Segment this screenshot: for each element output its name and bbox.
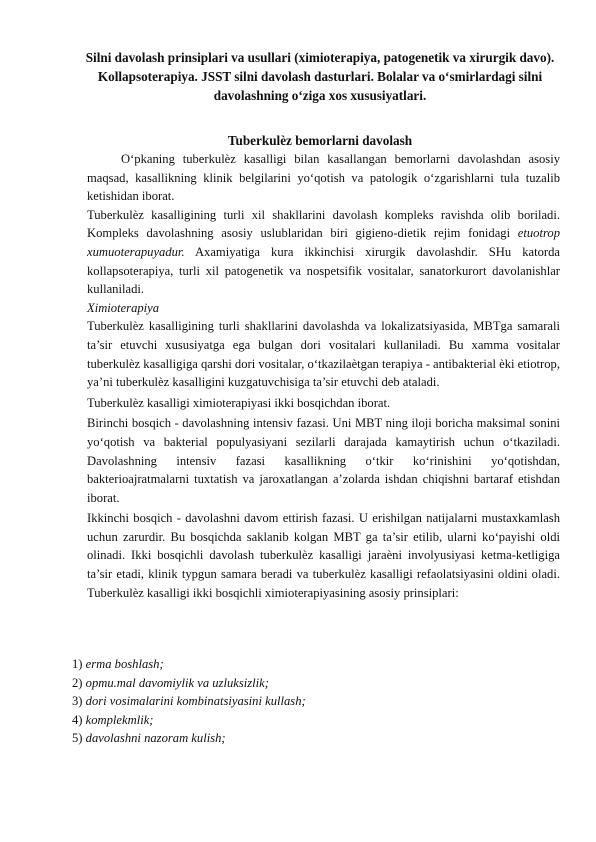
section-heading: Tuberkulèz bemorlarni davolash <box>227 133 413 148</box>
list-item <box>72 711 552 730</box>
paragraph-chemotherapy: Tuberkulèz kasalligining turli shakllarini davolashda va lokalizatsiyasida, MBTga samarali ta’sir etuvchi xususiyatga ega bulgan dori vositalari kullaniladi. Bu xamma vositalar tuberkulèz kasalligiga qarshi dori vositalar, o‘tkazilaètgan terapiya - antibakterial èki etiotrop, ya’ni tuberkulèz kasalligini kuzgatuvchisiga ta’sir etuvchi deb ataladi. <box>87 319 560 390</box>
paragraph-first-stage: Birinchi bosqich - davolashning intensiv fazasi. Uni MBT ning iloji boricha maksimal sonini yo‘qotish va bakterial populyasiyani sezilarli darajada kamaytirish uchun o‘tkaziladi. Davolashning intensiv fazasi kasallikning o‘tkir ko‘rinishini yo‘qotishdan, bakterioajratmalarni tuxtatish va jaroxatlangan a’zolarda ishdan chiqishni bartaraf etishdan iborat. <box>87 416 560 505</box>
list-text: dori vosimalarini kombinatsiyasini kullash; <box>85 694 306 709</box>
list-item <box>72 729 552 748</box>
list-text: erma boshlash; <box>85 657 164 671</box>
paragraph-two-stages: Tuberkulèz kasalligi ximioterapiyasi ikki bosqichdan iborat. <box>87 395 391 410</box>
chemotherapy-subheading: Ximioterapiya <box>87 300 160 315</box>
list-text: opmu.mal davomiylik va uzluksizlik; <box>85 675 269 690</box>
list-item <box>72 655 552 674</box>
paragraph-second-stage: Ikkinchi bosqich - davolashni davom ettirish fazasi. U erishilgan natijalarni mustaxkamlash uchun zarurdir. Bu bosqichda saklanib kolgan MBT ga ta’sir etilib, ularni ko‘payishi oldi olinadi. Ikki bosqichli davolash tuberkulèz kasalligi jaraèni involyusiyasi ketma-ketligiga ta’sir etadi, klinik typgun samara beradi va tuberkulèz kasalligi refaolatsiyasini oldini oladi. Tuberkulèz kasalligi ikki bosqichli ximioterapiyasining asosiy prinsiplari: <box>87 511 560 600</box>
paragraph-intro: O‘pkaning tuberkulèz kasalligi bilan kasallangan bemorlarni davolashdan asosiy maqsad, kasallikning klinik belgilarini yo‘qotish va patologik o‘zgarishlarni tula tuzalib ketishidan iborat. <box>87 152 560 204</box>
list-item <box>72 674 552 693</box>
body-text <box>87 150 560 602</box>
paragraph-complex-treatment <box>87 206 560 299</box>
list-number: 4) <box>72 712 83 727</box>
document-title: Silni davolash prinsiplari va usullari (ximioterapiya, patogenetik va xirurgik davo). Kollapsoterapiya. JSST silni davolash dasturlari. Bolalar va o‘smirlardagi silni davolashning o‘ziga xos xususiyatlari. <box>85 50 555 103</box>
list-text: davolashni nazoram kulish; <box>85 731 226 746</box>
list-number: 5) <box>72 731 83 746</box>
paragraph-complex-treatment-part-b: Axamiyatiga kura ikkinchisi xirurgik davolashdir. SHu katorda kollapsoterapiya, turli xil patogenetik va nospetsifik vositalar, sanatorkurort davolanishlar kullaniladi. <box>87 244 560 297</box>
list-number: 2) <box>72 675 83 690</box>
principles-list <box>72 655 552 748</box>
list-text: komplekmlik; <box>85 712 154 727</box>
list-item <box>72 692 552 711</box>
list-number: 1) <box>72 657 83 671</box>
paragraph-complex-treatment-italic: etuotrop xumuoterapuyadur. <box>87 226 560 259</box>
paragraph-complex-treatment-part-a: Tuberkulèz kasalligining turli xil shakllarini davolash kompleks ravishda olib boriladi. Kompleks davolashning asosiy uslublaridan biri gigieno-dietik rejim fonidagi <box>87 207 560 241</box>
list-number: 3) <box>72 694 83 709</box>
